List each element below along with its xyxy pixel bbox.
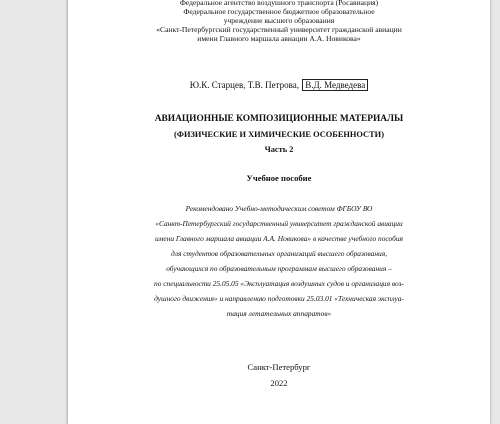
header-line-2: Федеральное государственное бюджетное образовательное [183, 7, 375, 16]
author-highlighted[interactable]: В.Д. Медведева [302, 79, 368, 91]
recommendation-line-7: душного движения» и направлению подготовки 25.03.01 «Техническая эксплуа- [154, 294, 404, 303]
recommendation-line-1: Рекомендовано Учебно-методическим советом ФГБОУ ВО [185, 204, 373, 213]
header-line-3: учреждение высшего образования [223, 16, 335, 25]
title-line-2: (ФИЗИЧЕСКИЕ И ХИМИЧЕСКИЕ ОСОБЕННОСТИ) [173, 130, 384, 139]
recommendation-line-6: по специальности 25.05.05 «Эксплуатация воздушных судов и организация воз- [154, 279, 404, 288]
recommendation-line-3: имени Главного маршала авиации А.А. Новикова» в качестве учебного пособия [155, 234, 403, 243]
title-part: Часть 2 [264, 145, 294, 154]
header-line-5: имени Главного маршала авиации А.А. Новикова» [197, 34, 361, 43]
recommendation-line-2: «Санкт-Петербургский государственный университет гражданской авиации [155, 219, 403, 228]
footer-year: 2022 [270, 378, 288, 388]
authors-plain: Ю.К. Старцев, Т.В. Петрова, [189, 80, 299, 90]
recommendation-line-8: тация летательных аппаратов» [226, 309, 332, 318]
title-line-1: АВИАЦИОННЫЕ КОМПОЗИЦИОННЫЕ МАТЕРИАЛЫ [154, 114, 404, 124]
recommendation-line-5: обучающихся по образовательным программам высшего образования – [166, 264, 392, 273]
recommendation-line-4: для студентов образовательных организаций высшего образования, [171, 249, 387, 258]
doc-type: Учебное пособие [246, 173, 312, 183]
header-line-4: «Санкт-Петербургский государственный университет гражданской авиации [156, 25, 402, 34]
footer-city: Санкт-Петербург [247, 362, 311, 372]
authors-line [68, 80, 490, 91]
header-line-1: Федеральное агентство воздушного транспорта (Росавиация) [179, 0, 379, 7]
document-page [68, 0, 490, 424]
